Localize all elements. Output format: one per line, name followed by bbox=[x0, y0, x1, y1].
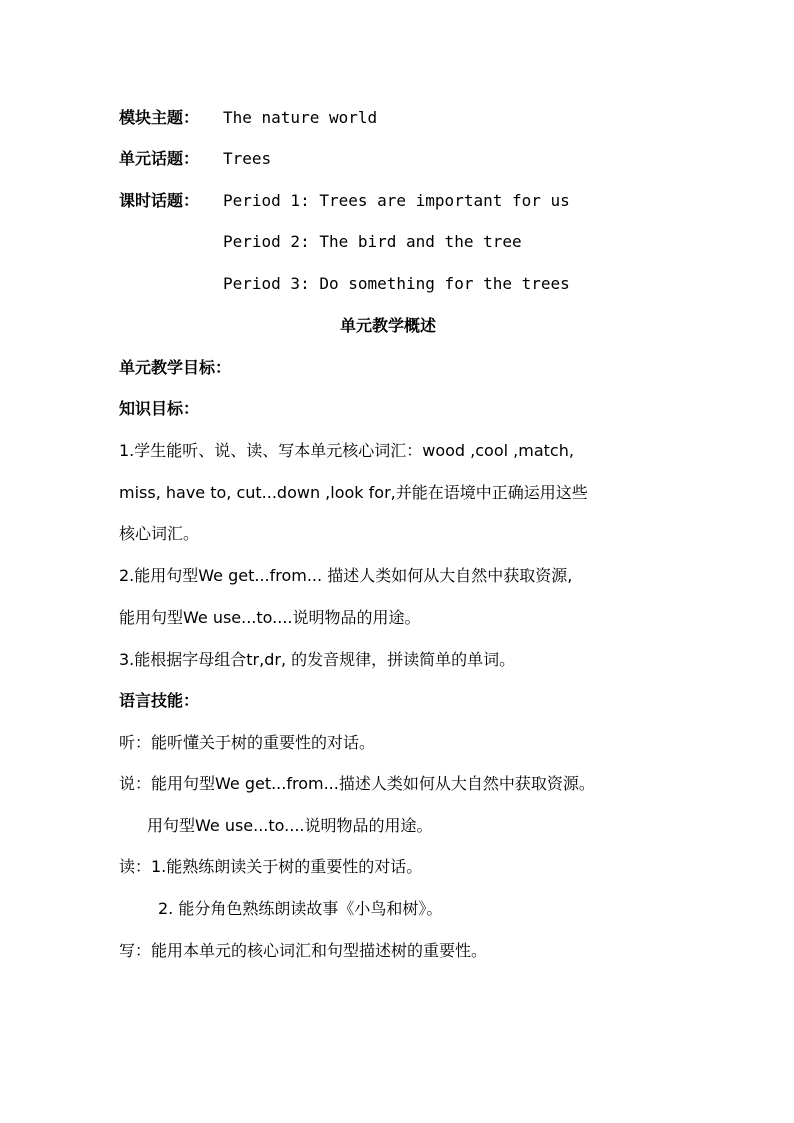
skill-speak: 说：能用句型We get...from...描述人类如何从大自然中获取资源。 bbox=[119, 774, 595, 793]
lesson-topic-label: 课时话题： bbox=[119, 191, 200, 210]
lesson-topic-row bbox=[119, 191, 570, 211]
skill-read-2: 2. 能分角色熟练朗读故事《小鸟和树》。 bbox=[158, 899, 443, 918]
skill-listen: 听：能听懂关于树的重要性的对话。 bbox=[119, 733, 376, 752]
period-3: Period 3: Do something for the trees bbox=[223, 274, 570, 293]
overview-title: 单元教学概述 bbox=[340, 316, 437, 335]
knowledge-line: miss, have to, cut...down ,look for,并能在语境中正确运用这些 bbox=[119, 483, 588, 502]
unit-topic-label: 单元话题： bbox=[119, 149, 200, 168]
knowledge-heading: 知识目标： bbox=[119, 399, 200, 418]
skills-heading: 语言技能： bbox=[119, 691, 200, 710]
skill-speak-cont: 用句型We use...to....说明物品的用途。 bbox=[147, 816, 433, 835]
module-theme-label: 模块主题： bbox=[119, 108, 200, 127]
knowledge-line: 核心词汇。 bbox=[119, 524, 200, 543]
period-1: Period 1: Trees are important for us bbox=[223, 191, 570, 210]
skill-read-1: 读：1.能熟练朗读关于树的重要性的对话。 bbox=[119, 857, 423, 876]
module-theme-row bbox=[119, 108, 377, 128]
period-2: Period 2: The bird and the tree bbox=[223, 232, 522, 251]
knowledge-line: 能用句型We use...to....说明物品的用途。 bbox=[119, 608, 421, 627]
module-theme-value: The nature world bbox=[223, 108, 378, 127]
unit-topic-value: Trees bbox=[223, 149, 272, 168]
skill-write: 写：能用本单元的核心词汇和句型描述树的重要性。 bbox=[119, 941, 488, 960]
knowledge-line: 1.学生能听、说、读、写本单元核心词汇：wood ,cool ,match, bbox=[119, 441, 574, 460]
knowledge-line: 2.能用句型We get...from... 描述人类如何从大自然中获取资源, bbox=[119, 566, 573, 585]
unit-goals-heading: 单元教学目标： bbox=[119, 358, 232, 377]
knowledge-line: 3.能根据字母组合tr,dr, 的发音规律，拼读简单的单词。 bbox=[119, 650, 516, 669]
unit-topic-row bbox=[119, 149, 271, 169]
